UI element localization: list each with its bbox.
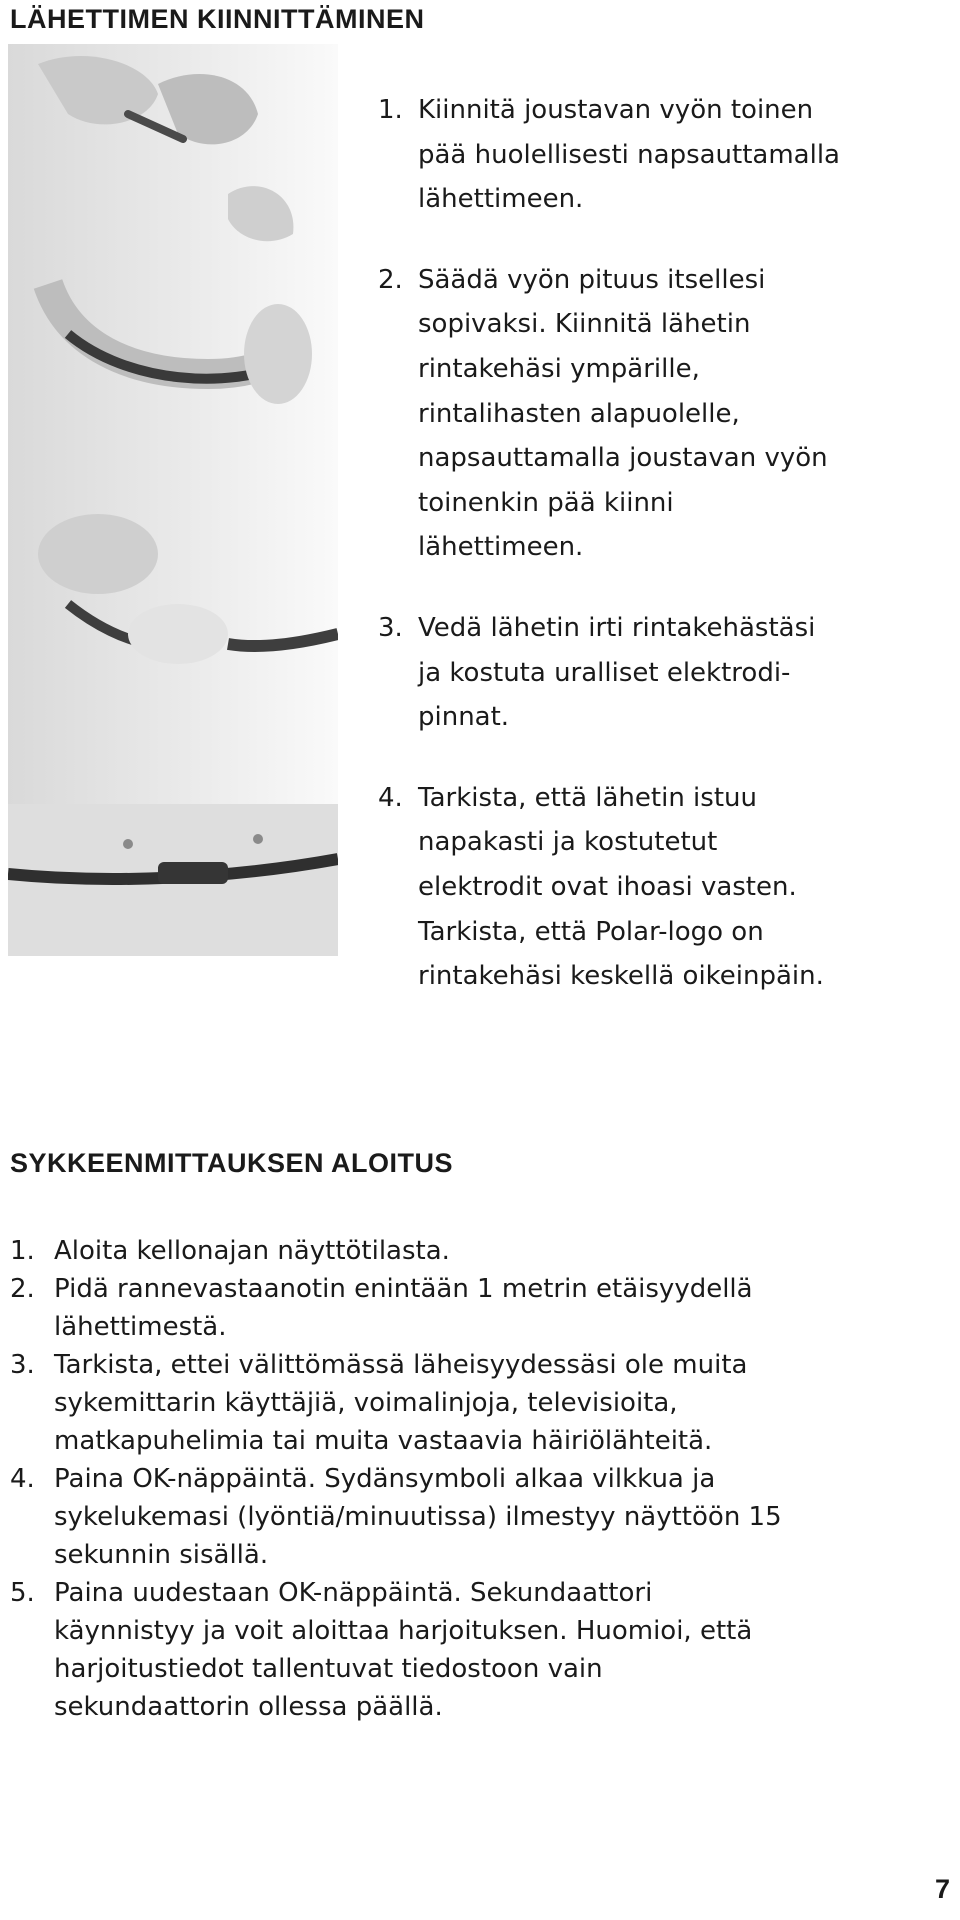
step-text-line: harjoitustiedot tallentuvat tiedostoon vain	[54, 1654, 603, 1684]
step-text-line: napsauttamalla joustavan vyön	[418, 443, 828, 474]
step-text-line: elektrodit ovat ihoasi vasten.	[418, 871, 797, 902]
list-item	[378, 606, 928, 740]
step-text-line: Tarkista, ettei välittömässä läheisyydessäsi ole muita	[54, 1350, 748, 1380]
list-item	[10, 1574, 940, 1726]
step-number: 2.	[378, 264, 403, 295]
step-text-line: käynnistyy ja voit aloittaa harjoituksen. Huomioi, että	[54, 1616, 753, 1646]
step-text-line: Pidä rannevastaanotin enintään 1 metrin etäisyydellä	[54, 1274, 753, 1304]
step-number: 3.	[10, 1350, 35, 1380]
step-number: 1.	[10, 1236, 35, 1266]
step-text-line: lähettimestä.	[54, 1312, 227, 1342]
step-text-line: lähettimeen.	[418, 532, 584, 563]
list-item	[378, 776, 928, 999]
step-text-line: pää huolellisesti napsauttamalla	[418, 139, 840, 170]
step-text-line: Tarkista, että lähetin istuu	[418, 782, 757, 813]
step-text-line: sekundaattorin ollessa päällä.	[54, 1692, 443, 1722]
list-item	[378, 258, 928, 570]
photo-step-4	[8, 804, 338, 956]
list-item	[10, 1460, 940, 1574]
section-title-transmitter: LÄHETTIMEN KIINNITTÄMINEN	[10, 4, 425, 34]
step-number: 2.	[10, 1274, 35, 1304]
step-text-line: Paina uudestaan OK-näppäintä. Sekundaattori	[54, 1578, 653, 1608]
step-number: 3.	[378, 612, 403, 643]
step-text-line: matkapuhelimia tai muita vastaavia häiriölähteitä.	[54, 1426, 713, 1456]
step-text-line: Paina OK-näppäintä. Sydänsymboli alkaa vilkkua ja	[54, 1464, 716, 1494]
step-text-line: rintakehäsi ympärille,	[418, 353, 700, 384]
list-item	[10, 1346, 940, 1460]
list-item	[10, 1232, 940, 1270]
page-number: 7	[934, 1874, 950, 1904]
step-number: 4.	[378, 782, 403, 813]
step-text-line: sopivaksi. Kiinnitä lähetin	[418, 309, 751, 340]
step-text-line: napakasti ja kostutetut	[418, 827, 718, 858]
step-number: 5.	[10, 1578, 35, 1608]
step-text-line: toinenkin pää kiinni	[418, 487, 674, 518]
step-text-line: rintalihasten alapuolelle,	[418, 398, 740, 429]
transmitter-steps	[378, 88, 928, 1035]
list-item	[378, 88, 928, 222]
step-text-line: ja kostuta uralliset elektrodi-	[418, 657, 791, 688]
step-text-line: sekunnin sisällä.	[54, 1540, 269, 1570]
step-text-line: Aloita kellonajan näyttötilasta.	[54, 1236, 450, 1266]
step-text-line: Säädä vyön pituus itsellesi	[418, 264, 766, 295]
step-text-line: Kiinnitä joustavan vyön toinen	[418, 95, 814, 125]
step-text-line: Vedä lähetin irti rintakehästäsi	[418, 612, 816, 643]
step-text-line: lähettimeen.	[418, 184, 584, 215]
heart-rate-steps	[10, 1232, 940, 1726]
step-number: 4.	[10, 1464, 35, 1494]
step-text-line: sykelukemasi (lyöntiä/minuutissa) ilmestyy näyttöön 15	[54, 1502, 782, 1532]
step-text-line: Tarkista, että Polar-logo on	[418, 916, 764, 947]
step-text-line: pinnat.	[418, 702, 510, 733]
step-number: 1.	[378, 95, 403, 125]
step-text-line: rintakehäsi keskellä oikeinpäin.	[418, 961, 824, 992]
chest-strap-photos	[8, 44, 338, 956]
section-title-heart-rate: SYKKEENMITTAUKSEN ALOITUS	[10, 1148, 454, 1178]
step-text-line: sykemittarin käyttäjiä, voimalinjoja, televisioita,	[54, 1388, 678, 1418]
list-item	[10, 1270, 940, 1346]
